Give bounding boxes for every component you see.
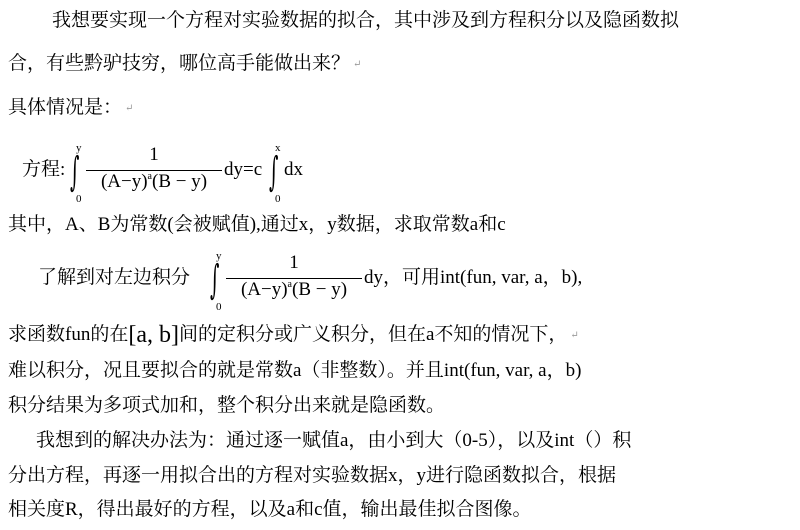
integral-sign: ∫ <box>210 257 220 303</box>
intro-line <box>8 98 133 117</box>
paragraph-3-line-3: 相关度R，得出最好的方程，以及a和c值，输出最佳拟合图像。 <box>8 499 532 520</box>
paragraph-mark: ↵ <box>125 103 134 114</box>
paragraph-1-line-1 <box>52 11 679 30</box>
integral-sign-2: ∫ <box>269 149 279 195</box>
paragraph-3-line-1: 我想到的解决办法为：通过逐一赋值a，由小到大（0-5），以及int（）积 <box>36 430 632 451</box>
paragraph-mark: ↵ <box>353 59 362 70</box>
denominator <box>226 278 362 301</box>
paragraph-mark: ↵ <box>570 330 579 341</box>
text: 求函数fun的在 <box>8 324 129 345</box>
equation-middle: dy=c <box>224 159 263 180</box>
integral-sign: ∫ <box>70 149 80 195</box>
where-line: 其中，A、B为常数(会被赋值),通过x，y数据，求取常数a和c <box>8 214 506 235</box>
text: 我想要实现一个方程对实验数据的拟合，其中涉及到方程积分以及隐函数拟 <box>52 10 680 31</box>
integral-2-lower-limit: 0 <box>275 193 281 205</box>
denominator <box>86 170 222 193</box>
integral-upper-limit: y <box>76 142 82 154</box>
integral-after: dy，可用int(fun, var, a，b), <box>364 267 583 288</box>
den-right: (B − y) <box>152 171 208 192</box>
paragraph-3-line-2: 分出方程，再逐一用拟合出的方程对实验数据x，y进行隐函数拟合，根据 <box>8 465 617 486</box>
result-line: 积分结果为多项式加和，整个积分出来就是隐函数。 <box>8 395 446 416</box>
exponent: a <box>147 171 152 182</box>
den-left: (A−y) <box>100 171 148 192</box>
exponent: a <box>287 279 292 290</box>
fraction <box>86 144 222 193</box>
numerator: 1 <box>289 252 299 273</box>
paragraph-1-line-2 <box>8 54 361 73</box>
integral-lower-limit: 0 <box>216 301 222 313</box>
text: 具体情况是： <box>8 97 123 118</box>
interval: [a, b] <box>128 322 179 348</box>
text: 合，有些黔驴技穷，哪位高手能做出来？ <box>8 53 351 74</box>
numerator: 1 <box>149 144 159 165</box>
text: 间的定积分或广义积分，但在a不知的情况下， <box>178 324 568 345</box>
den-left: (A−y) <box>240 279 288 300</box>
equation-end: dx <box>284 159 303 180</box>
fun-line <box>8 323 579 347</box>
integral-prefix: 了解到对左边积分 <box>38 267 191 288</box>
fraction <box>226 252 362 301</box>
hard-line <box>8 361 581 380</box>
integral-lower-limit: 0 <box>76 193 82 205</box>
integral-upper-limit: y <box>216 250 222 262</box>
text: 难以积分，况且要拟合的就是常数a（非整数）。并且int(fun, var, a，b) <box>8 360 582 381</box>
integral-2-upper-limit: x <box>275 142 281 154</box>
equation-label: 方程: <box>22 159 66 180</box>
den-right: (B − y) <box>292 279 348 300</box>
